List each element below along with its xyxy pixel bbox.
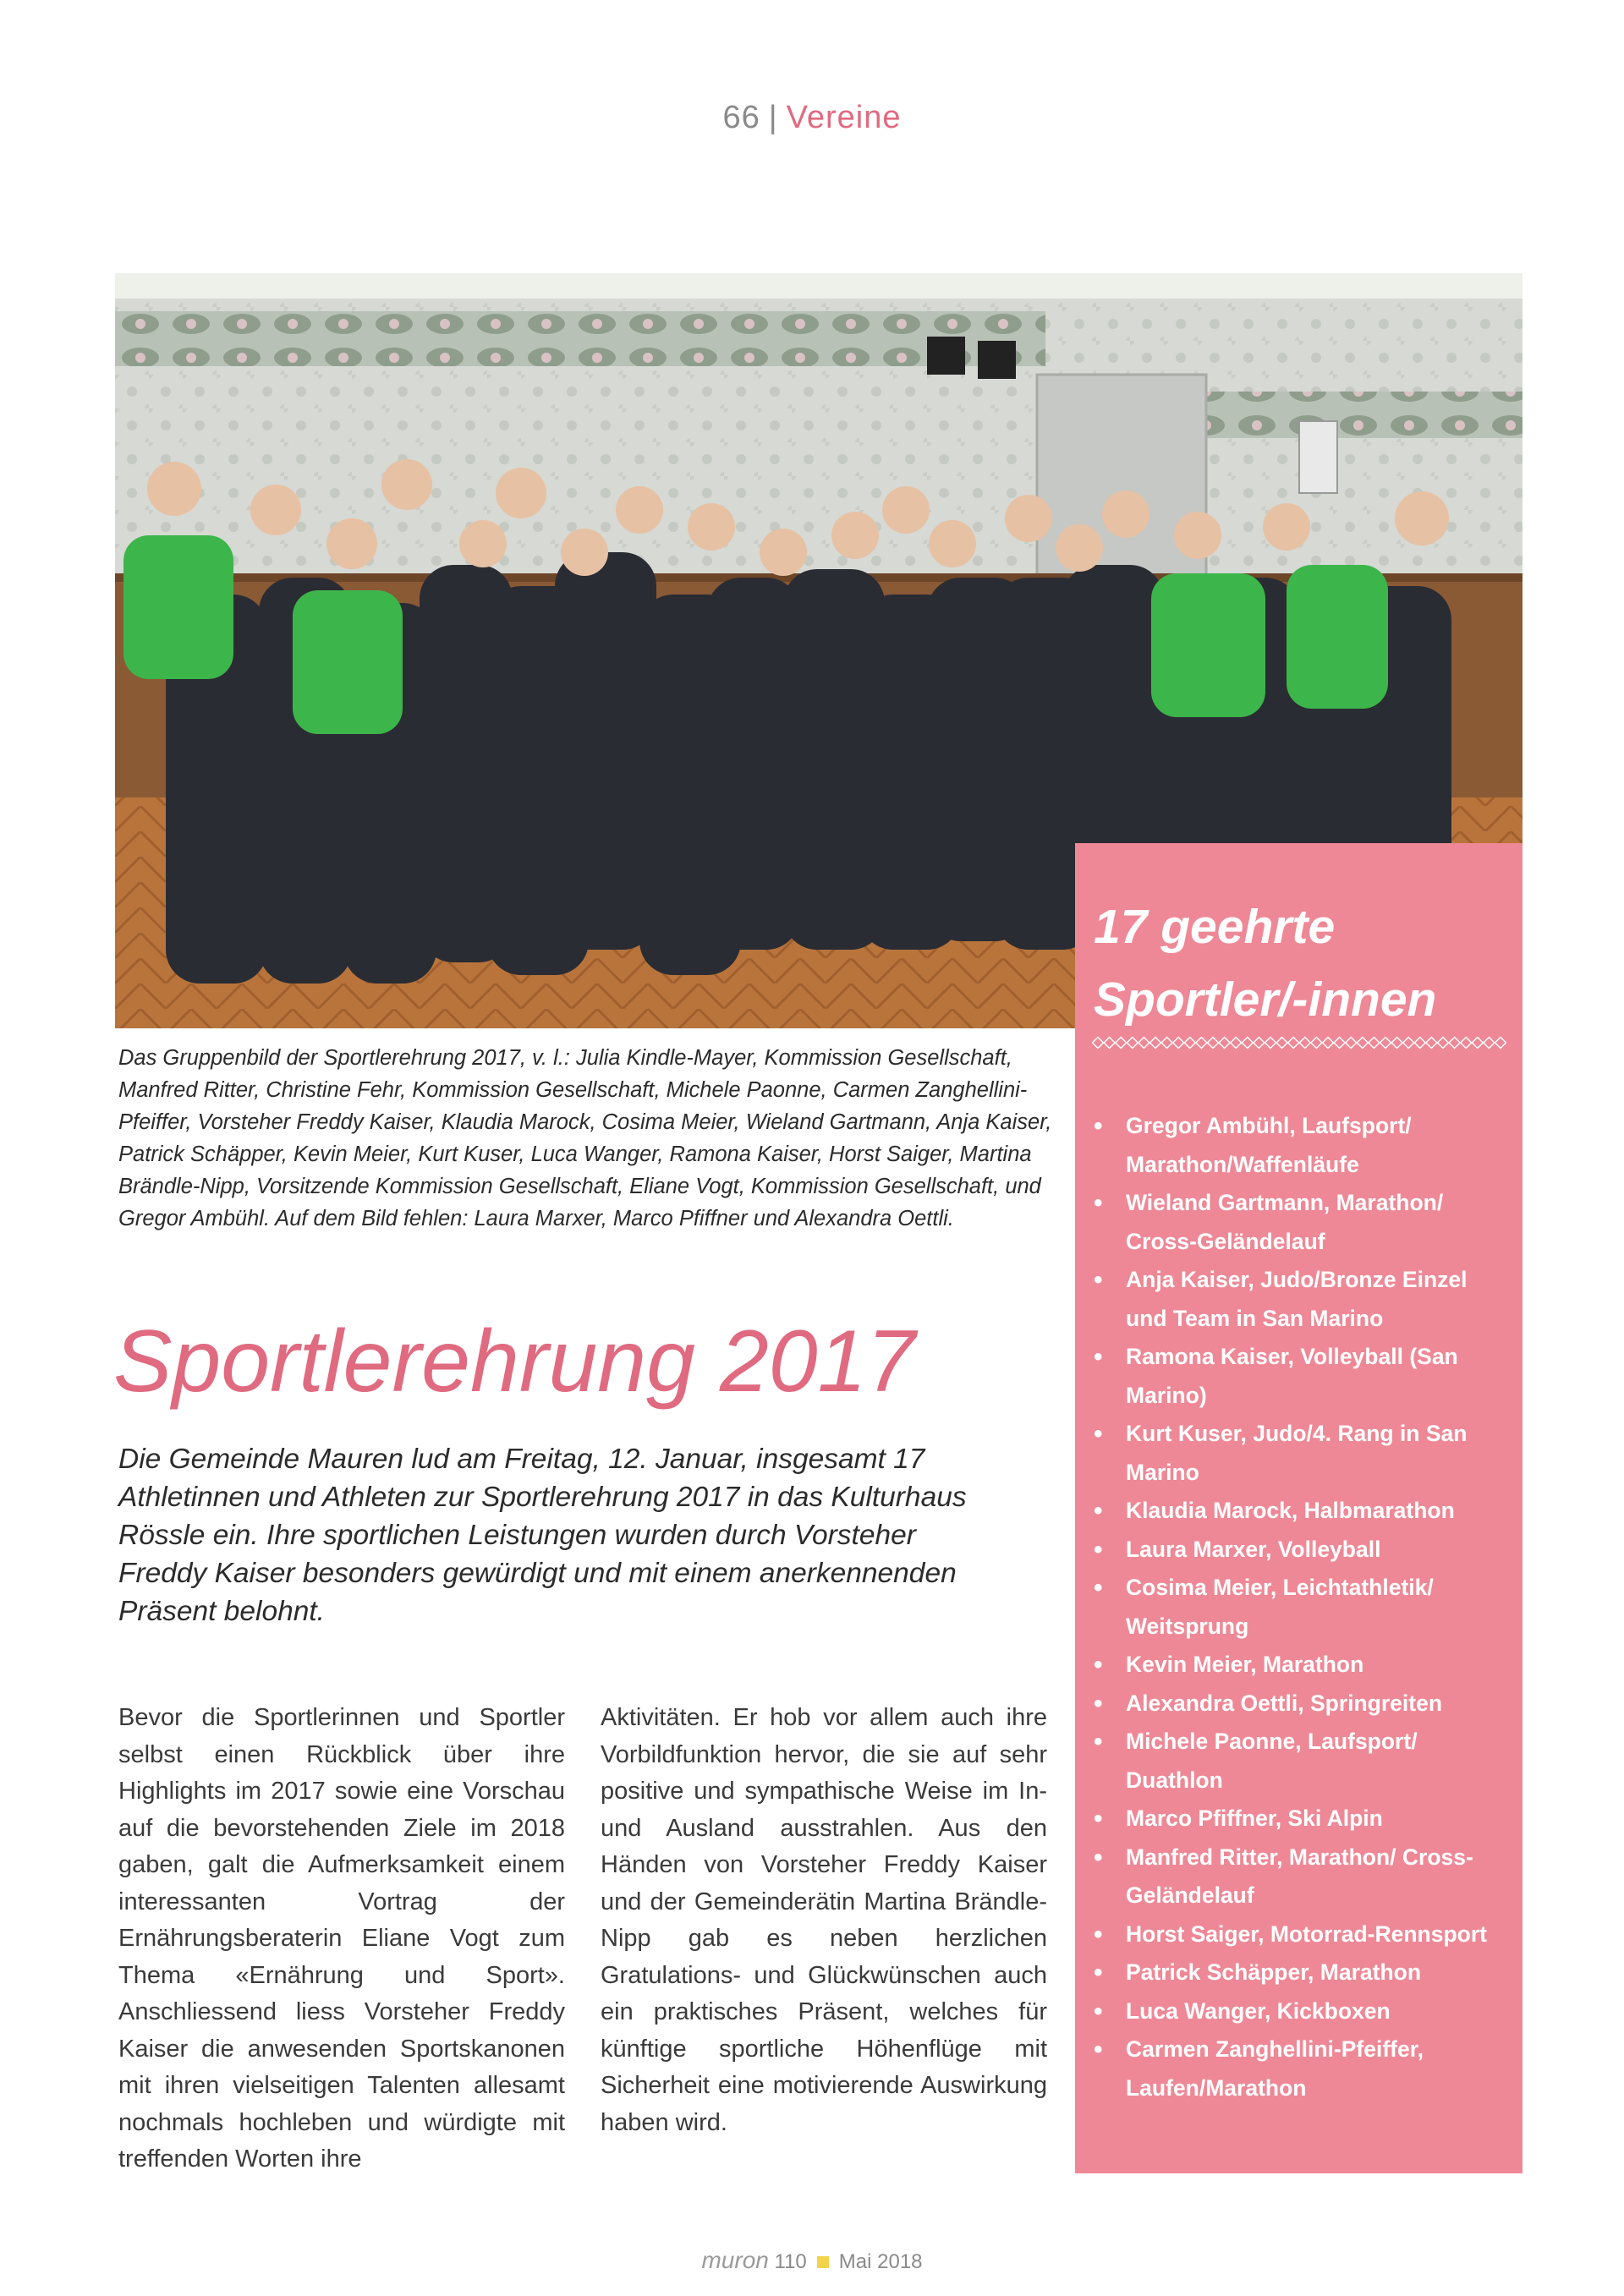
- list-item: • Gregor Ambühl, Laufsport/ Marathon/Waffenläufe: [1094, 1107, 1512, 1184]
- sidebar-title-line1: 17 geehrte: [1094, 900, 1336, 954]
- photo-caption: Das Gruppenbild der Sportlerehrung 2017, v. l.: Julia Kindle-Mayer, Kommission Gesellschaft, Manfred Ritter, Christine Fehr, Kommission Gesellschaft, Michele Paonne, Carmen Zanghellini-Pfeiffer, Vorsteher Freddy Kaiser, Klaudia Marock, Cosima Meier, Wieland Gartmann, Anja Kaiser, Patrick Schäpper, Kevin Meier, Kurt Kuser, Luca Wanger, Ramona Kaiser, Horst Saiger, Martina Brändle-Nipp, Vorsitzende Kommission Gesellschaft, Eliane Vogt, Kommission Gesellschaft, und Gregor Ambühl. Auf dem Bild fehlen: Laura Marxer, Marco Pfiffner und Alexandra Oettli.: [118, 1046, 1052, 1230]
- list-item: • Marco Pfiffner, Ski Alpin: [1094, 1800, 1512, 1838]
- list-item: • Luca Wanger, Kickboxen: [1094, 1992, 1512, 2031]
- issue-date: Mai 2018: [838, 2250, 923, 2273]
- list-item: • Carmen Zanghellini-Pfeiffer, Laufen/Marathon: [1094, 2030, 1512, 2107]
- list-item: • Wieland Gartmann, Marathon/ Cross-Geländelauf: [1094, 1184, 1512, 1261]
- list-item: • Anja Kaiser, Judo/Bronze Einzel und Team in San Marino: [1094, 1261, 1512, 1338]
- sidebar-title: [1094, 890, 1508, 1036]
- list-item: • Michele Paonne, Laufsport/ Duathlon: [1094, 1723, 1512, 1800]
- list-item: • Manfred Ritter, Marathon/ Cross-Geländelauf: [1094, 1838, 1512, 1915]
- list-item: • Ramona Kaiser, Volleyball (San Marino): [1094, 1338, 1512, 1415]
- list-item: • Kurt Kuser, Judo/4. Rang in San Marino: [1094, 1415, 1512, 1492]
- honorees-list: [1094, 1107, 1512, 2107]
- list-item: • Laura Marxer, Volleyball: [1094, 1531, 1512, 1570]
- page-header: [0, 100, 1624, 136]
- header-separator: |: [768, 100, 778, 135]
- article-title: Sportlerehrung 2017: [113, 1312, 916, 1411]
- article-body-right: Aktivitäten. Er hob vor allem auch ihre Vorbildfunktion hervor, die sie auf sehr positive und sympathische Weise im In- und Ausland ausstrahlen. Aus den Händen von Vorsteher Freddy Kaiser und der Gemeinderätin Martina Brändle-Nipp gab es neben herzlichen Gratulations- und Glückwünschen auch ein praktisches Präsent, welches für künftige sportliche Höhenflüge mit Sicherheit eine motivierende Auswirkung haben wird.: [601, 1704, 1047, 2136]
- honorees-sidebar: [1075, 843, 1522, 2173]
- diamond-ornament-icon: [1092, 1033, 1506, 1052]
- list-item: • Alexandra Oettli, Springreiten: [1094, 1685, 1512, 1723]
- list-item: • Kevin Meier, Marathon: [1094, 1646, 1512, 1685]
- sidebar-title-line2: Sportler/-innen: [1094, 973, 1437, 1027]
- list-item: • Patrick Schäpper, Marathon: [1094, 1954, 1512, 1992]
- list-item: • Klaudia Marock, Halbmarathon: [1094, 1492, 1512, 1531]
- page-footer: [0, 2247, 1624, 2274]
- magazine-brand: muron: [701, 2247, 769, 2273]
- square-icon: [817, 2256, 829, 2268]
- section-title: Vereine: [786, 100, 902, 135]
- list-item: • Horst Saiger, Motorrad-Rennsport: [1094, 1915, 1512, 1954]
- page-number: 66: [722, 100, 760, 135]
- issue-number: 110: [774, 2250, 807, 2273]
- article-lead: Die Gemeinde Mauren lud am Freitag, 12. Januar, insgesamt 17 Athletinnen und Athleten zur Sportlerehrung 2017 in das Kulturhaus Rössle ein. Ihre sportlichen Leistungen wurden durch Vorsteher Freddy Kaiser besonders gewürdigt und mit einem anerkennenden Präsent belohnt.: [118, 1444, 967, 1627]
- article-body-left: Bevor die Sportlerinnen und Sportler selbst einen Rückblick über ihre Highlights im 2017 sowie eine Vorschau auf die bevorstehenden Ziele im 2018 gaben, galt die Aufmerksamkeit einem interessanten Vortrag der Ernährungsberaterin Eliane Vogt zum Thema «Ernährung und Sport». Anschliessend liess Vorsteher Freddy Kaiser die anwesenden Sportskanonen mit ihren vielseitigen Talenten allesamt nochmals hochleben und würdigte mit treffenden Worten ihre: [118, 1704, 565, 2173]
- list-item: • Cosima Meier, Leichtathletik/ Weitsprung: [1094, 1569, 1512, 1646]
